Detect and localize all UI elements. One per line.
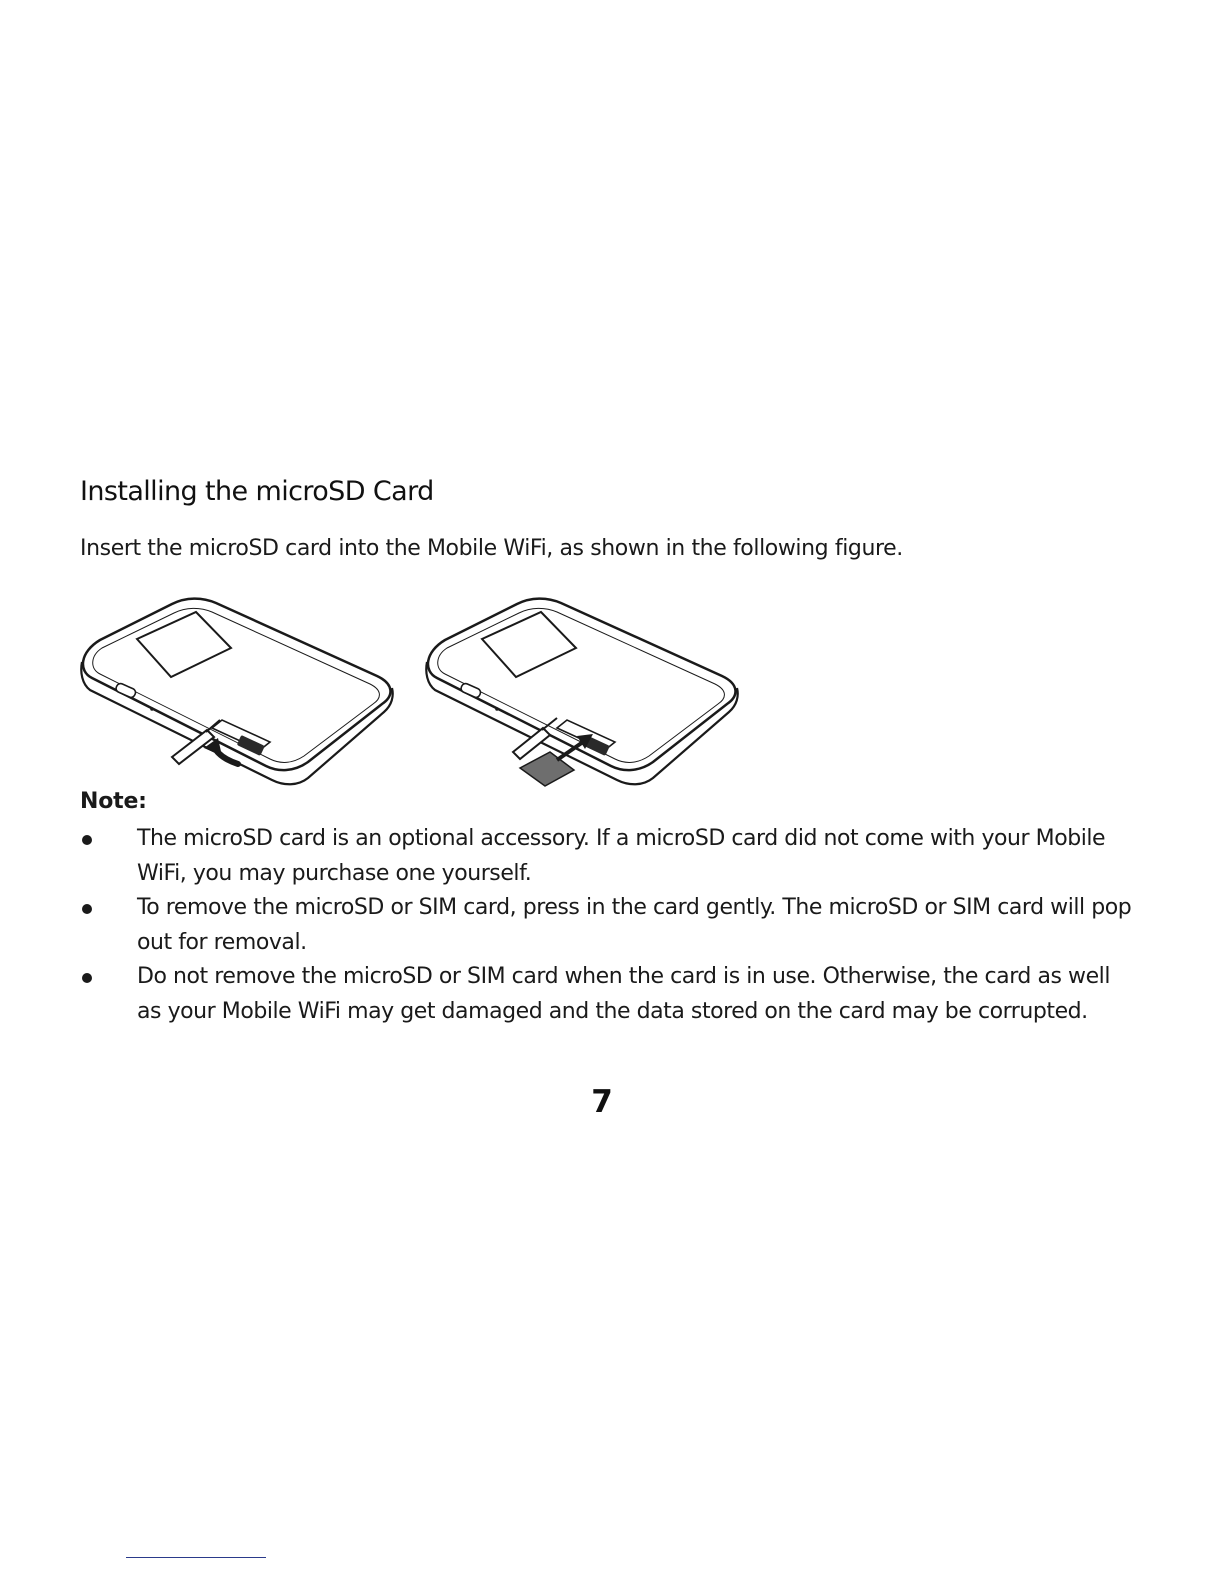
bullet-icon <box>82 973 92 983</box>
note-label: Note: <box>80 789 147 814</box>
note-list <box>80 822 1140 1029</box>
list-item <box>80 822 1140 891</box>
list-item <box>80 960 1140 1029</box>
footnote-divider <box>126 1557 266 1558</box>
bullet-icon <box>82 835 92 845</box>
list-item <box>80 891 1140 960</box>
section-heading: Installing the microSD Card <box>80 476 434 507</box>
note-text: The microSD card is an optional accessory. If a microSD card did not come with your Mobile WiFi, you may purchase one yourself. <box>137 826 1106 886</box>
note-text: To remove the microSD or SIM card, press in the card gently. The microSD or SIM card will pop out for removal. <box>137 895 1132 955</box>
page-number: 7 <box>591 1084 613 1120</box>
mobile-wifi-inserting-microsd-icon <box>426 599 737 786</box>
note-text: Do not remove the microSD or SIM card when the card is in use. Otherwise, the card as well as your Mobile WiFi may get damaged and the data stored on the card may be corrupted. <box>137 964 1111 1024</box>
mobile-wifi-opening-slot-cover-icon <box>81 599 392 785</box>
bullet-icon <box>82 904 92 914</box>
intro-paragraph: Insert the microSD card into the Mobile WiFi, as shown in the following figure. <box>80 536 903 561</box>
figure-install-microsd <box>72 592 752 792</box>
